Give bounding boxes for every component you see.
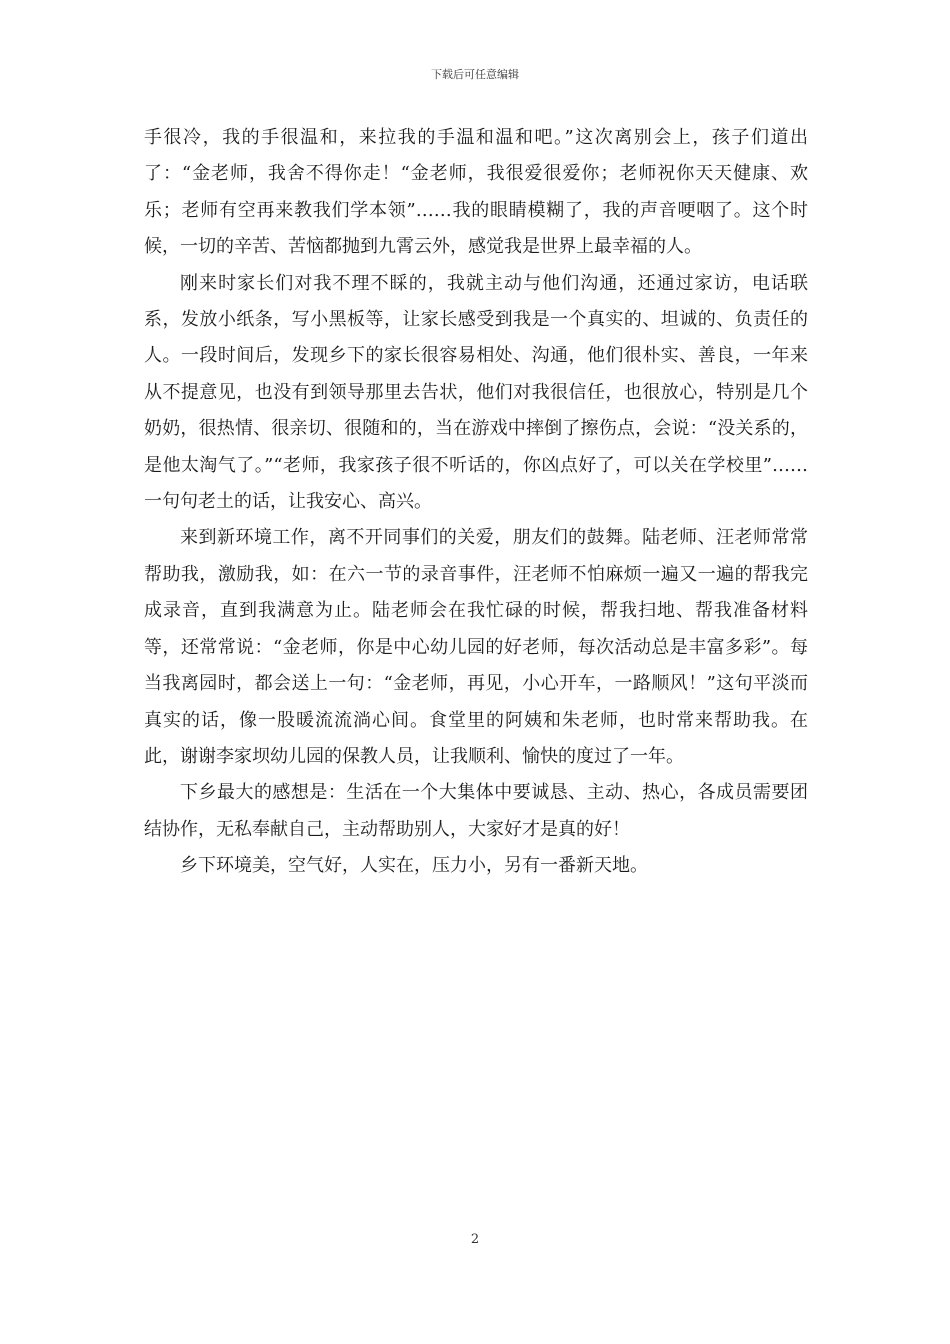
page-header: 下载后可任意编辑 <box>431 68 519 81</box>
page-number: 2 <box>470 1232 480 1247</box>
paragraph-2: 刚来时家长们对我不理不睬的，我就主动与他们沟通，还通过家访，电话联系，发放小纸条，写小黑板等，让家长感受到我是一个真实的、坦诚的、负责任的人。一段时间后，发现乡下的家长很容易相处、沟通，他们很朴实、善良，一年来从不提意见，也没有到领导那里去告状，他们对我很信任，也很放心，特别是几个奶奶，很热情、很亲切、很随和的，当在游戏中摔倒了擦伤点，会说：“没关系的，是他太淘气了。”“老师，我家孩子很不听话的，你凶点好了，可以关在学校里”……一句句老土的话，让我安心、高兴。 <box>144 272 808 513</box>
paragraph-5: 乡下环境美，空气好，人实在，压力小，另有一番新天地。 <box>180 855 648 877</box>
paragraph-3: 来到新环境工作，离不开同事们的关爱，朋友们的鼓舞。陆老师、汪老师常常帮助我，激励我，如：在六一节的录音事件，汪老师不怕麻烦一遍又一遍的帮我完成录音，直到我满意为止。陆老师会在我忙碌的时候，帮我扫地、帮我准备材料等，还常常说：“金老师，你是中心幼儿园的好老师，每次活动总是丰富多彩”。每当我离园时，都会送上一句：“金老师，再见，小心开车，一路顺风！”这句平淡而真实的话，像一股暖流流淌心间。食堂里的阿姨和朱老师，也时常来帮助我。在此，谢谢李家坝幼儿园的保教人员，让我顺利、愉快的度过了一年。 <box>144 527 808 767</box>
document-body <box>144 120 808 885</box>
paragraph-1: 手很冷，我的手很温和，来拉我的手温和温和吧。”这次离别会上，孩子们道出了：“金老师，我舍不得你走！“金老师，我很爱很爱你；老师祝你天天健康、欢乐；老师有空再来教我们学本领”……我的眼睛模糊了，我的声音哽咽了。这个时候，一切的辛苦、苦恼都抛到九霄云外，感觉我是世界上最幸福的人。 <box>144 127 808 258</box>
paragraph-4: 下乡最大的感想是：生活在一个大集体中要诚恳、主动、热心，各成员需要团结协作，无私奉献自己，主动帮助别人，大家好才是真的好！ <box>144 782 808 840</box>
